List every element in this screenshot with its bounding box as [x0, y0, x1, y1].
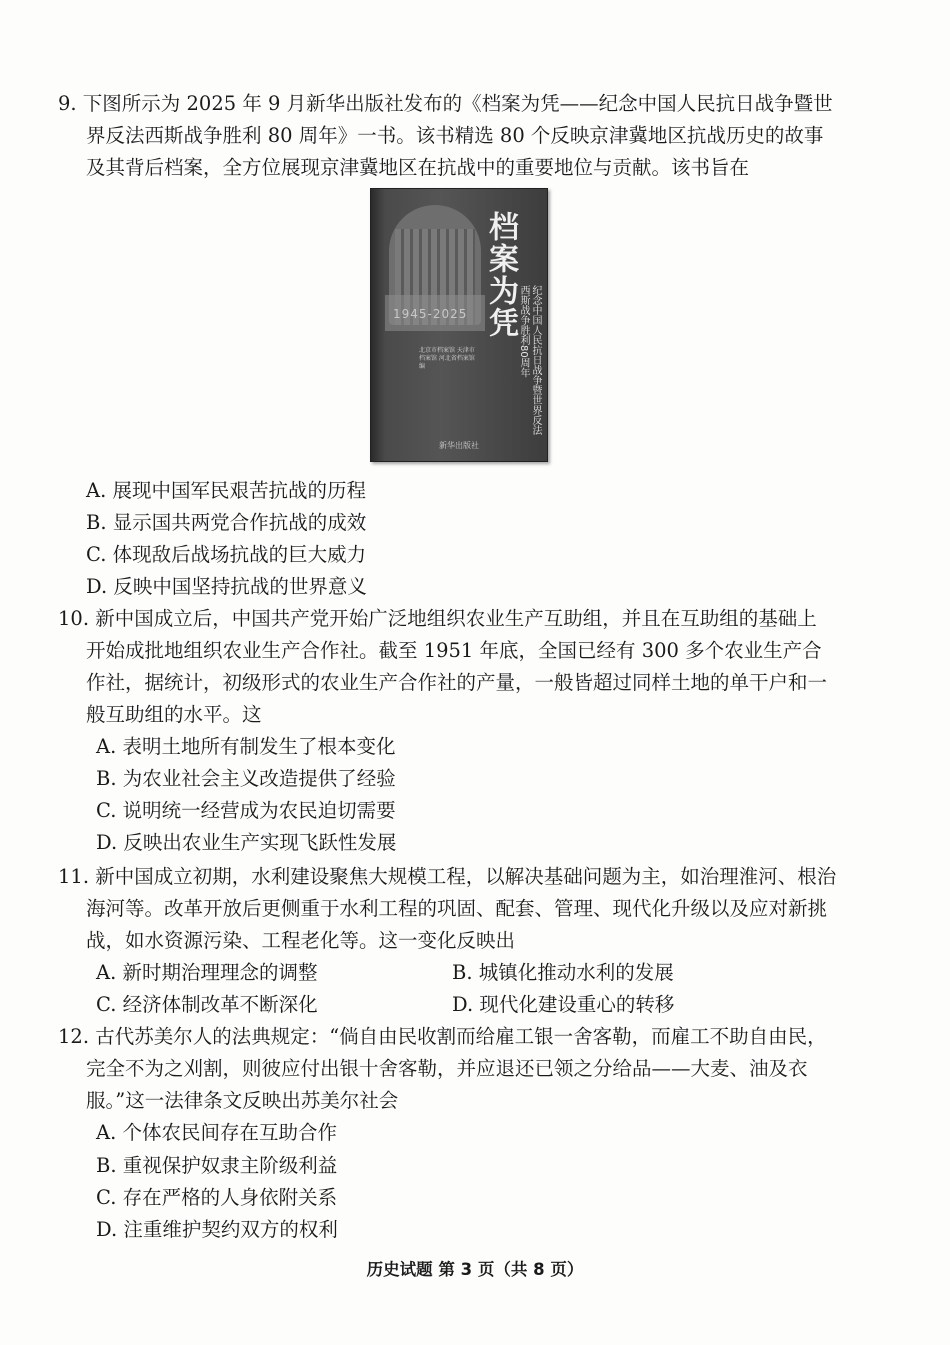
- question-12-stem-line-2: 完全不为之刈割，则彼应付出银十舍客勒，并应退还已领之分给品——大麦、油及衣: [86, 1057, 808, 1080]
- question-9-option-a: A. 展现中国军民艰苦抗战的历程: [86, 479, 366, 502]
- question-11: [58, 861, 898, 957]
- book-cover-editors: 北京市档案馆 天津市档案馆 河北省档案馆 编: [419, 347, 475, 370]
- question-9-stem-line-2: 界反法西斯战争胜利 80 周年》一书。该书精选 80 个反映京津冀地区抗战历史的故事: [86, 124, 824, 147]
- question-9-option-c: C. 体现敌后战场抗战的巨大威力: [86, 543, 367, 566]
- question-11-stem-line-2: 海河等。改革开放后更侧重于水利工程的巩固、配套、管理、现代化升级以及应对新挑: [86, 897, 828, 920]
- question-10-option-a: A. 表明土地所有制发生了根本变化: [96, 735, 396, 758]
- book-cover-years: 1945-2025: [393, 307, 468, 321]
- question-12-option-a: A. 个体农民间存在互助合作: [96, 1121, 337, 1144]
- question-12-stem-line-3: 服。”这一法律条文反映出苏美尔社会: [86, 1089, 399, 1112]
- question-10-option-d: D. 反映出农业生产实现飞跃性发展: [96, 831, 397, 854]
- book-cover-image: [370, 188, 548, 462]
- question-10: [58, 603, 898, 731]
- question-10-stem-line-3: 作社，据统计，初级形式的农业生产合作社的产量，一般皆超过同样土地的单干户和一: [86, 671, 828, 694]
- question-10-stem-line-1: 10. 新中国成立后，中国共产党开始广泛地组织农业生产互助组，并且在互助组的基础上: [58, 607, 817, 630]
- question-12-option-c: C. 存在严格的人身依附关系: [96, 1186, 338, 1209]
- question-12-option-b: B. 重视保护奴隶主阶级利益: [96, 1154, 338, 1177]
- question-11-stem-line-3: 战，如水资源污染、工程老化等。这一变化反映出: [86, 929, 516, 952]
- question-12-option-d: D. 注重维护契约双方的权利: [96, 1218, 338, 1241]
- question-10-stem-line-4: 般互助组的水平。这: [86, 703, 262, 726]
- book-cover-publisher: 新华出版社: [439, 441, 479, 450]
- question-10-option-c: C. 说明统一经营成为农民迫切需要: [96, 799, 396, 822]
- question-9-stem-line-3: 及其背后档案，全方位展现京津冀地区在抗战中的重要地位与贡献。该书旨在: [86, 156, 750, 179]
- book-cover-subtitle: 纪念中国人民抗日战争暨世界反法西斯战争胜利80周年: [518, 285, 541, 435]
- question-11-option-b: B. 城镇化推动水利的发展: [452, 961, 674, 984]
- question-11-option-a: A. 新时期治理理念的调整: [96, 961, 318, 984]
- page-footer: 历史试题 第 3 页（共 8 页）: [366, 1260, 584, 1279]
- question-11-option-c: C. 经济体制改革不断深化: [96, 993, 318, 1016]
- question-9: [58, 88, 898, 184]
- question-10-stem-line-2: 开始成批地组织农业生产合作社。截至 1951 年底，全国已经有 300 多个农业生产合: [86, 639, 822, 662]
- book-cover-title: 档案为凭: [483, 211, 518, 339]
- question-9-option-b: B. 显示国共两党合作抗战的成效: [86, 511, 367, 534]
- question-12: [58, 1021, 898, 1117]
- question-12-stem-line-1: 12. 古代苏美尔人的法典规定：“倘自由民收割而给雇工银一舍客勒，而雇工不助自由民，: [58, 1025, 827, 1048]
- question-9-stem-line-1: 9. 下图所示为 2025 年 9 月新华出版社发布的《档案为凭——纪念中国人民抗日战争暨世: [58, 92, 833, 115]
- question-11-option-d: D. 现代化建设重心的转移: [452, 993, 675, 1016]
- question-10-option-b: B. 为农业社会主义改造提供了经验: [96, 767, 396, 790]
- question-9-option-d: D. 反映中国坚持抗战的世界意义: [86, 575, 367, 598]
- question-11-stem-line-1: 11. 新中国成立初期，水利建设聚焦大规模工程，以解决基础问题为主，如治理淮河、根治: [58, 865, 837, 888]
